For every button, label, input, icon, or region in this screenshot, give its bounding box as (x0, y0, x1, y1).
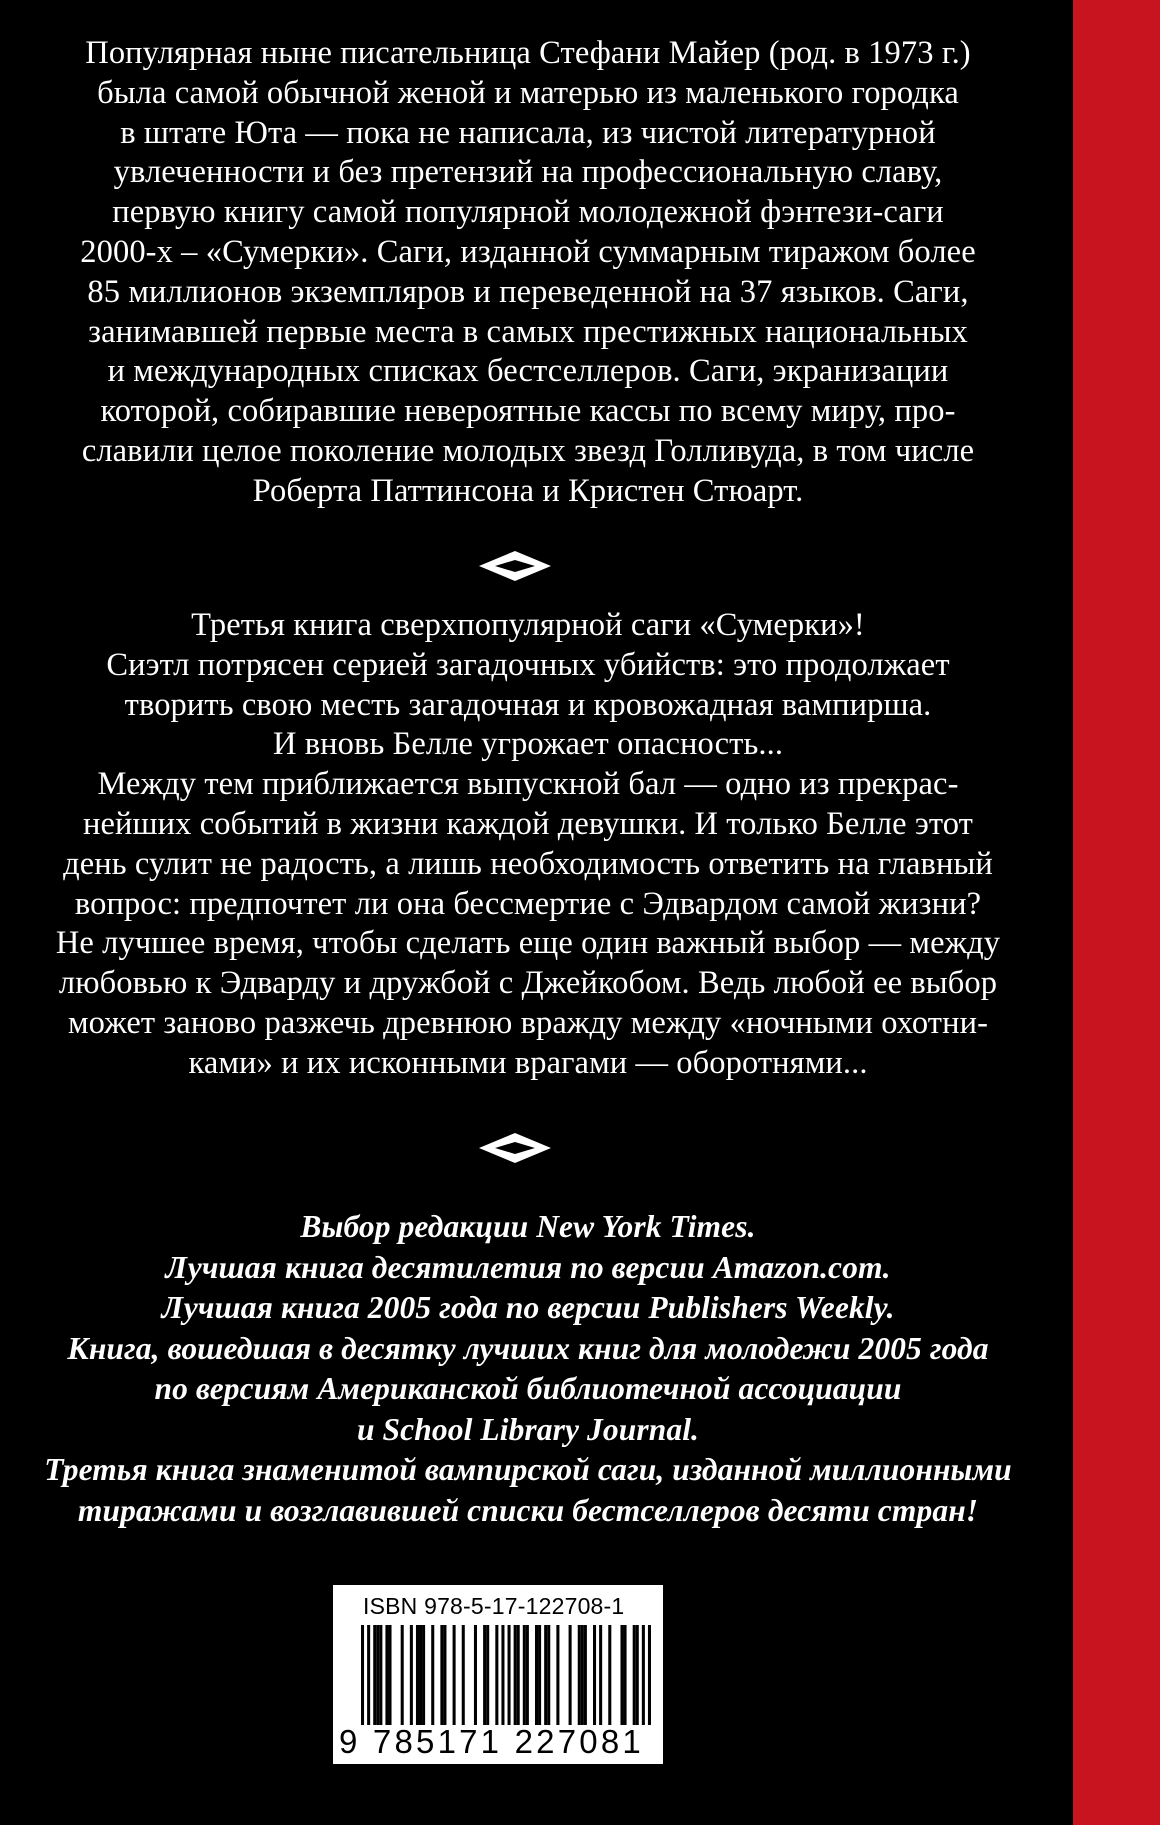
barcode-bar (608, 1625, 611, 1725)
barcode-bar (376, 1625, 379, 1725)
barcode-bar (578, 1625, 581, 1725)
intro-line: увлеченности и без претензий на профессиональную славу, (113, 154, 943, 191)
intro-line: занимавшей первые места в самых престижных национальных (88, 313, 968, 350)
barcode-bar (556, 1625, 559, 1725)
barcode-bar (535, 1625, 538, 1725)
intro-line: и международных списках бестселлеров. Саги, экранизации (107, 353, 949, 390)
praise-paragraph (8, 1207, 1048, 1531)
blurb-line: может заново разжечь древнюю вражду между «ночными охотни- (67, 1004, 989, 1041)
barcode-bar (495, 1625, 498, 1725)
praise-line: по версиям Американской библиотечной ассоциации (154, 1371, 902, 1406)
praise-line: Лучшая книга 2005 года по версии Publishers Weekly. (161, 1290, 895, 1325)
barcode-bar (373, 1625, 376, 1725)
barcode-bar (514, 1625, 517, 1725)
barcode-bar (569, 1625, 572, 1725)
barcode-bar (584, 1625, 587, 1725)
barcode-bar (483, 1625, 486, 1725)
book-blurb-paragraph (8, 606, 1048, 1084)
barcode-bar (593, 1625, 596, 1725)
blurb-line: любовью к Эдварду и дружбой с Джейкобом. Ведь любой ее выбор (58, 965, 998, 1002)
barcode-bar (453, 1625, 456, 1725)
barcode-bar (431, 1625, 434, 1725)
barcode-bar (440, 1625, 443, 1725)
red-side-stripe (1073, 0, 1160, 1825)
intro-line: славили целое поколение молодых звезд Голливуда, в том числе (81, 432, 975, 469)
barcode-bar (419, 1625, 422, 1725)
praise-line: тиражами и возглавившей списки бестселлеров десяти стран! (77, 1492, 979, 1528)
praise-line: Выбор редакции New York Times. (300, 1209, 756, 1244)
barcode-bar (517, 1625, 520, 1725)
barcode-bar (648, 1625, 651, 1725)
barcode-digits: 9 785171 227081 (339, 1723, 644, 1760)
diamond-ornament-icon (477, 549, 553, 583)
blurb-line: Между тем приближается выпускной бал — одно из прекрас- (97, 766, 959, 803)
barcode-bar (633, 1625, 636, 1725)
intro-line: которой, собиравшие невероятные кассы по всему миру, про- (100, 393, 956, 430)
barcode-bar (508, 1625, 511, 1725)
barcode-bars (361, 1625, 651, 1725)
barcode-bar (526, 1625, 529, 1725)
praise-line: Третья книга знаменитой вампирской саги, изданной миллионными (44, 1452, 1012, 1487)
barcode-bar (379, 1625, 382, 1725)
barcode-bar (388, 1625, 391, 1725)
praise-line: и School Library Journal. (356, 1411, 700, 1447)
barcode-bar (385, 1625, 388, 1725)
barcode-bar (547, 1625, 550, 1725)
blurb-line: творить свою месть загадочная и кровожадная вампирша. (124, 686, 932, 723)
barcode-bar (544, 1625, 547, 1725)
intro-line: Роберта Паттинсона и Кристен Стюарт. (252, 472, 804, 509)
barcode-bar (599, 1625, 602, 1725)
barcode-bar (523, 1625, 526, 1725)
blurb-line: И вновь Белле угрожает опасность... (272, 726, 784, 763)
praise-line: Книга, вошедшая в десятку лучших книг для молодежи 2005 года (67, 1330, 989, 1366)
barcode-bar (538, 1625, 541, 1725)
barcode-bar (474, 1625, 477, 1725)
blurb-line: ками» и их исконными врагами — оборотнями... (188, 1044, 868, 1081)
intro-line: 85 миллионов экземпляров и переведенной на 37 языков. Саги, (87, 273, 969, 310)
barcode-bar (443, 1625, 446, 1725)
blurb-line: нейших событий в жизни каждой девушки. И только Белле этот (83, 805, 973, 842)
barcode-bar (367, 1625, 370, 1725)
barcode-bar (636, 1625, 639, 1725)
blurb-line: вопрос: предпочтет ли она бессмертие с Эдвардом самой жизни? (74, 885, 982, 922)
blurb-line: Третья книга сверхпопулярной саги «Сумерки»! (191, 607, 865, 643)
blurb-line: Не лучшее время, чтобы сделать еще один важный выбор — между (55, 925, 1001, 962)
isbn-barcode (333, 1585, 663, 1764)
intro-line: Популярная ныне писательница Стефани Майер (род. в 1973 г.) (85, 35, 971, 71)
barcode-bar (401, 1625, 404, 1725)
barcode-bar (501, 1625, 504, 1725)
barcode-bar (361, 1625, 364, 1725)
intro-line: первую книгу самой популярной молодежной фэнтези-саги (112, 194, 944, 231)
barcode-bar (462, 1625, 465, 1725)
barcode-bar (620, 1625, 623, 1725)
intro-line: 2000-х – «Сумерки». Саги, изданной суммарным тиражом более (80, 233, 976, 270)
intro-line: была самой обычной женой и матерью из маленького городка (97, 74, 959, 111)
author-intro-paragraph (8, 34, 1048, 512)
barcode-bar (642, 1625, 645, 1725)
barcode-bar (410, 1625, 413, 1725)
isbn-label: ISBN 978-5-17-122708-1 (363, 1593, 625, 1619)
intro-line: в штате Юта — пока не написала, из чистой литературной (120, 114, 936, 151)
blurb-line: Сиэтл потрясен серией загадочных убийств: это продолжает (106, 646, 950, 683)
barcode-bar (416, 1625, 419, 1725)
diamond-ornament-icon (477, 1131, 553, 1165)
barcode-bar (624, 1625, 627, 1725)
barcode-bar (422, 1625, 425, 1725)
barcode-bar (486, 1625, 489, 1725)
blurb-line: день сулит не радость, а лишь необходимость ответить на главный (63, 845, 993, 882)
praise-line: Лучшая книга десятилетия по версии Amazon.com. (165, 1249, 891, 1285)
barcode-bar (581, 1625, 584, 1725)
